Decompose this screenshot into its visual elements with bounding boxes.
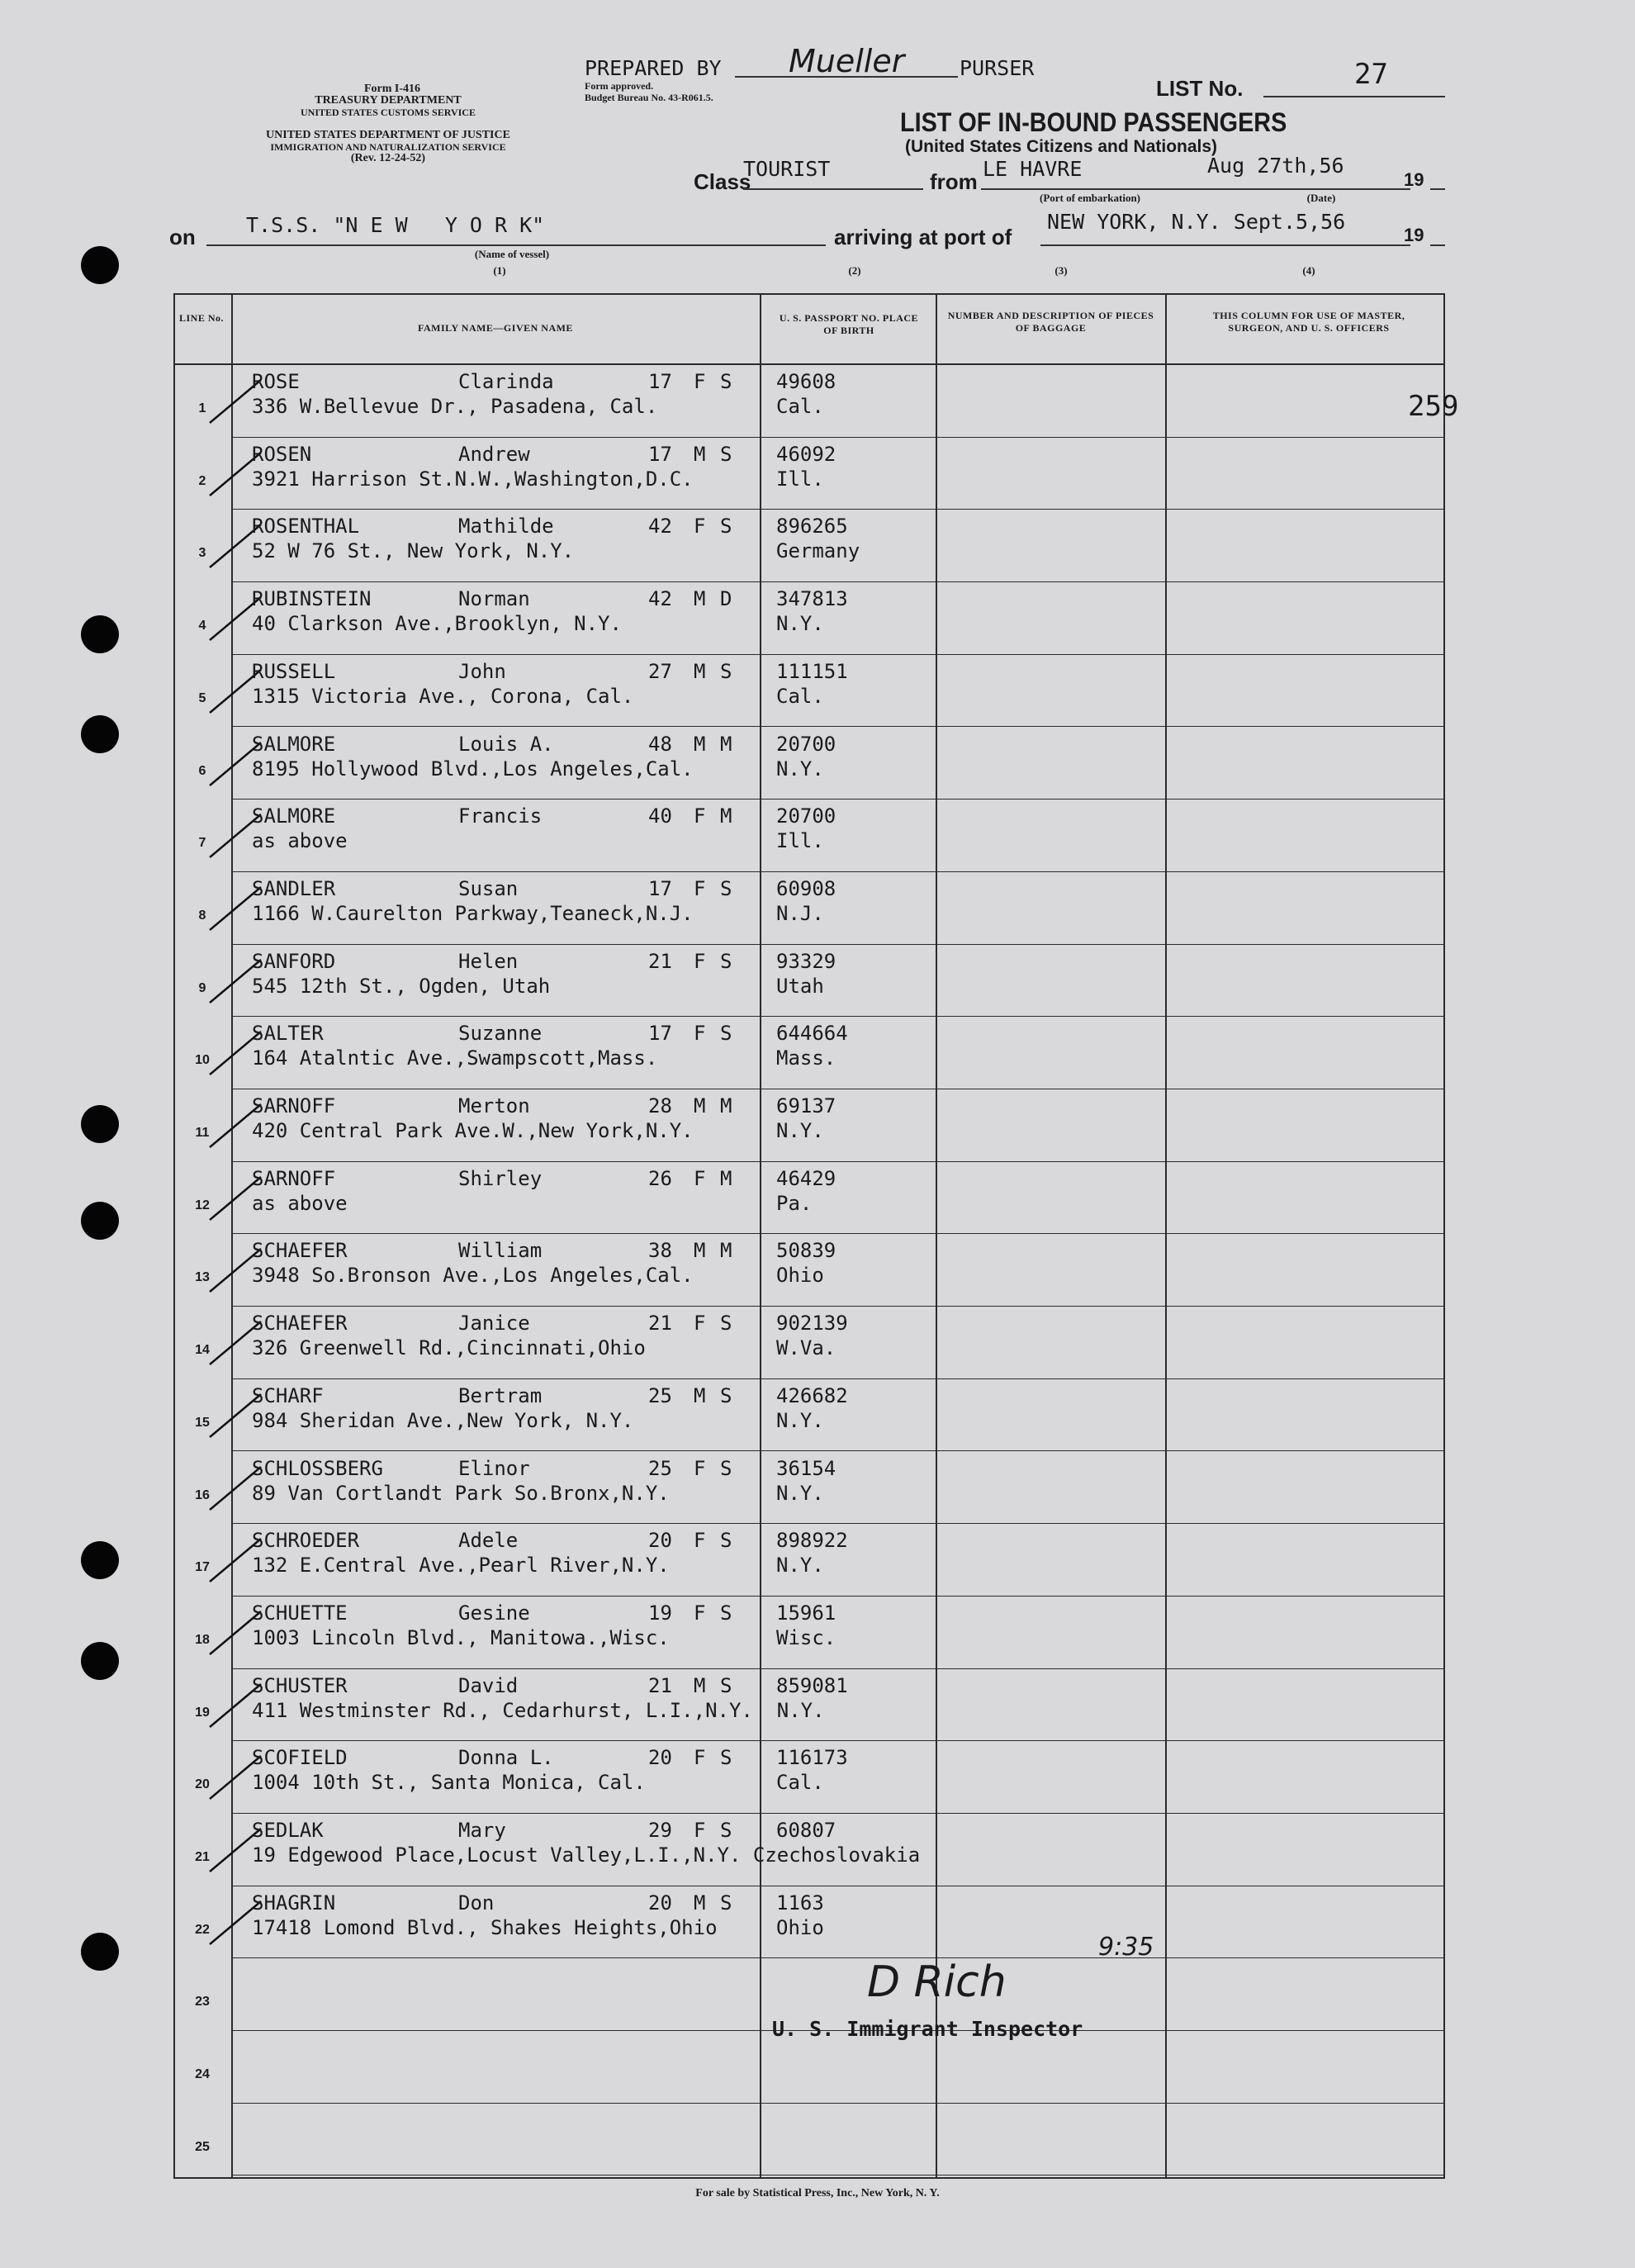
line-number: 1 (198, 401, 206, 415)
family-name: SARNOFF (252, 1094, 336, 1117)
address: 132 E.Central Ave.,Pearl River,N.Y. (252, 1554, 670, 1578)
sex: M (694, 732, 706, 756)
passport-number: 69137 (776, 1094, 836, 1117)
table-row (173, 872, 1445, 945)
col-header-officers: THIS COLUMN FOR USE OF MASTER, SURGEON, AND U. S. OFFICERS (1212, 310, 1405, 334)
given-name: Andrew (458, 442, 530, 466)
address: 1315 Victoria Ave., Corona, Cal. (252, 684, 634, 708)
address: 1166 W.Caurelton Parkway,Teaneck,N.J. (252, 901, 694, 925)
age: 17 (648, 1022, 672, 1046)
line-number: 15 (195, 1415, 210, 1430)
line-number: 23 (195, 1995, 210, 2009)
sex: F (694, 515, 706, 539)
place-of-birth: Ill. (776, 829, 824, 853)
family-name: SALMORE (252, 732, 336, 756)
address: 17418 Lomond Blvd., Shakes Heights,Ohio (252, 1915, 718, 1939)
given-name: Merton (458, 1094, 530, 1117)
sex: F (694, 370, 706, 393)
age: 21 (648, 1673, 672, 1697)
family-name: SCHLOSSBERG (252, 1456, 383, 1480)
sex: F (694, 949, 706, 973)
table-row (173, 1307, 1445, 1379)
place-of-birth: Germany (776, 539, 860, 563)
address: 19 Edgewood Place,Locust Valley,L.I.,N.Y. Czechoslovakia (252, 1843, 921, 1867)
passport-number: 644664 (776, 1022, 848, 1046)
marital-status: S (720, 1673, 732, 1697)
punch-hole-icon (81, 1202, 119, 1240)
treasury-dept: TREASURY DEPARTMENT (315, 94, 462, 107)
marital-status: S (720, 876, 732, 900)
given-name: Mary (458, 1819, 506, 1842)
line-number: 21 (195, 1850, 210, 1864)
marital-status: S (720, 1891, 732, 1915)
from-underline (981, 188, 1410, 190)
date-caption: (Date) (1306, 192, 1336, 204)
on-label: on (169, 225, 196, 249)
sex: F (694, 1312, 706, 1336)
table-row (173, 799, 1445, 872)
line-number: 11 (195, 1126, 210, 1140)
table-row (173, 438, 1445, 510)
table-bottom-border (173, 2177, 1445, 2179)
line-number: 8 (198, 908, 206, 923)
family-name: SANFORD (252, 949, 336, 973)
address: as above (252, 829, 348, 853)
marital-status: M (720, 804, 732, 828)
sex: F (694, 1529, 706, 1553)
port-caption: (Port of embarkation) (1039, 192, 1141, 204)
purser-label: PURSER (960, 56, 1035, 80)
line-number: 14 (195, 1343, 210, 1358)
sex: M (694, 1094, 706, 1117)
line-number: 18 (195, 1632, 210, 1647)
age: 20 (648, 1529, 672, 1553)
address: 411 Westminster Rd., Cedarhurst, L.I.,N.Y. N.Y. (252, 1698, 825, 1722)
line-number: 16 (195, 1487, 210, 1502)
place-of-birth: Wisc. (776, 1625, 836, 1649)
year-underline (1430, 188, 1445, 190)
address: 545 12th St., Ogden, Utah (252, 974, 551, 998)
sex: M (694, 1891, 706, 1915)
family-name: RUSSELL (252, 659, 336, 683)
table-row (173, 655, 1445, 728)
table-row (173, 510, 1445, 582)
passport-number: 49608 (776, 370, 836, 393)
sex: F (694, 1456, 706, 1480)
age: 40 (648, 804, 672, 828)
marital-status: S (720, 659, 732, 683)
given-name: Janice (458, 1312, 530, 1336)
passport-number: 36154 (776, 1456, 836, 1480)
table-top-border (173, 293, 1445, 295)
place-of-birth: N.Y. (776, 612, 824, 636)
address: 326 Greenwell Rd.,Cincinnati,Ohio (252, 1336, 646, 1360)
family-name: ROSE (252, 370, 300, 393)
prepared-by-label: PREPARED BY (585, 56, 722, 80)
revision: (Rev. 12-24-52) (350, 152, 426, 164)
table-row (173, 728, 1445, 800)
line-number: 17 (195, 1560, 210, 1575)
line-number: 24 (195, 2067, 210, 2082)
given-name: Francis (458, 804, 543, 828)
address: 984 Sheridan Ave.,New York, N.Y. (252, 1408, 634, 1432)
table-row (173, 582, 1445, 655)
sex: F (694, 1166, 706, 1190)
family-name: SCHAEFER (252, 1239, 348, 1263)
punch-hole-icon (81, 1541, 119, 1579)
given-name: Louis A. (458, 732, 554, 756)
passport-number: 15961 (776, 1601, 836, 1625)
place-of-birth: N.Y. (776, 1408, 824, 1432)
table-row (173, 1524, 1445, 1597)
justice-dept: UNITED STATES DEPARTMENT OF JUSTICE (266, 129, 510, 141)
given-name: Norman (458, 587, 530, 611)
column-ref-2: (2) (848, 264, 861, 277)
prepared-underline (735, 76, 958, 78)
line-number: 3 (198, 546, 206, 561)
given-name: John (458, 659, 506, 683)
table-row (173, 1452, 1445, 1525)
line-number: 7 (198, 836, 206, 851)
budget-bureau: Budget Bureau No. 43-R061.5. (585, 92, 713, 103)
given-name: Helen (458, 949, 519, 973)
age: 42 (648, 515, 672, 539)
officer-note: 259 (1408, 390, 1459, 423)
footer-credit: For sale by Statistical Press, Inc., New York, N. Y. (695, 2187, 940, 2199)
passport-number: 60908 (776, 876, 836, 900)
given-name: Mathilde (458, 515, 554, 539)
family-name: SCHARF (252, 1383, 324, 1407)
age: 42 (648, 587, 672, 611)
place-of-birth: Utah (776, 974, 824, 998)
given-name: Clarinda (458, 370, 554, 393)
family-name: SALTER (252, 1022, 324, 1046)
line-number: 22 (195, 1922, 210, 1937)
punch-hole-icon (81, 715, 119, 753)
place-of-birth: Cal. (776, 395, 824, 418)
marital-status: S (720, 949, 732, 973)
address: 52 W 76 St., New York, N.Y. (252, 539, 575, 563)
line-number: 13 (195, 1270, 210, 1285)
family-name: SARNOFF (252, 1166, 336, 1190)
marital-status: S (720, 1383, 732, 1407)
list-number: 27 (1354, 58, 1388, 91)
given-name: David (458, 1673, 519, 1697)
class-value: TOURIST (743, 157, 831, 181)
punch-hole-icon (81, 1642, 119, 1680)
address: 420 Central Park Ave.W.,New York,N.Y. (252, 1119, 694, 1142)
age: 17 (648, 370, 672, 393)
passport-number: 902139 (776, 1312, 848, 1336)
address: 1003 Lincoln Blvd., Manitowa.,Wisc. (252, 1625, 670, 1649)
year-label: 19 (1404, 169, 1424, 190)
age: 19 (648, 1601, 672, 1625)
place-of-birth: Ohio (776, 1915, 824, 1939)
given-name: Elinor (458, 1456, 530, 1480)
arrival-port: NEW YORK, N.Y. Sept.5,56 (1047, 210, 1346, 234)
sex: M (694, 1383, 706, 1407)
punch-hole-icon (81, 246, 119, 284)
line-number: 6 (198, 763, 206, 778)
sex: M (694, 1673, 706, 1697)
address: 8195 Hollywood Blvd.,Los Angeles,Cal. (252, 757, 694, 781)
sex: F (694, 804, 706, 828)
place-of-birth: Ohio (776, 1264, 824, 1288)
family-name: SHAGRIN (252, 1891, 336, 1915)
sex: F (694, 1022, 706, 1046)
age: 17 (648, 876, 672, 900)
place-of-birth: N.Y. (776, 1481, 824, 1505)
place-of-birth: N.Y. (776, 757, 824, 781)
passport-number: 896265 (776, 515, 848, 539)
sex: M (694, 659, 706, 683)
address: 3948 So.Bronson Ave.,Los Angeles,Cal. (252, 1264, 694, 1288)
sex: F (694, 1819, 706, 1842)
address: 40 Clarkson Ave.,Brooklyn, N.Y. (252, 612, 622, 636)
given-name: Suzanne (458, 1022, 543, 1046)
table-row (173, 1234, 1445, 1307)
marital-status: S (720, 1601, 732, 1625)
age: 17 (648, 442, 672, 466)
marital-status: S (720, 1022, 732, 1046)
passport-number: 347813 (776, 587, 848, 611)
port-of-embarkation: LE HAVRE (983, 157, 1083, 181)
place-of-birth: Cal. (776, 1771, 824, 1795)
family-name: SALMORE (252, 804, 336, 828)
list-no-label: LIST No. (1156, 76, 1244, 101)
class-underline (743, 188, 923, 190)
marital-status: S (720, 442, 732, 466)
marital-status: M (720, 1166, 732, 1190)
given-name: Susan (458, 876, 519, 900)
family-name: SCOFIELD (252, 1746, 348, 1770)
age: 29 (648, 1819, 672, 1842)
passport-number: 111151 (776, 659, 848, 683)
vessel-name: T.S.S. "N E W Y O R K" (246, 213, 545, 237)
embark-date: Aug 27th,56 (1207, 154, 1344, 178)
inspection-time: 9:35 (1098, 1933, 1154, 1962)
col-header-line: LINE No. (178, 312, 224, 324)
marital-status: D (720, 587, 732, 611)
marital-status: S (720, 1312, 732, 1336)
col-header-baggage: NUMBER AND DESCRIPTION OF PIECES OF BAGGAGE (947, 310, 1154, 334)
vessel-caption: (Name of vessel) (474, 248, 550, 260)
given-name: Don (458, 1891, 495, 1915)
marital-status: S (720, 1746, 732, 1770)
punch-hole-icon (81, 1933, 119, 1971)
table-row (173, 1017, 1445, 1089)
customs-service: UNITED STATES CUSTOMS SERVICE (301, 107, 476, 118)
form-title: LIST OF IN-BOUND PASSENGERS (900, 107, 1287, 137)
year-label-2: 19 (1404, 225, 1424, 245)
year-underline-2 (1430, 244, 1445, 246)
table-row (173, 1379, 1445, 1452)
purser-signature: Mueller (789, 43, 905, 79)
passport-number: 898922 (776, 1529, 848, 1553)
passport-number: 1163 (776, 1891, 824, 1915)
vessel-underline (206, 244, 826, 246)
passport-number: 20700 (776, 804, 836, 828)
sex: M (694, 1239, 706, 1263)
line-number: 2 (198, 473, 206, 488)
age: 25 (648, 1383, 672, 1407)
family-name: SANDLER (252, 876, 336, 900)
address: as above (252, 1191, 348, 1215)
family-name: SCHUSTER (252, 1673, 348, 1697)
place-of-birth: Cal. (776, 684, 824, 708)
marital-status: S (720, 1529, 732, 1553)
passport-number: 93329 (776, 949, 836, 973)
given-name: Adele (458, 1529, 519, 1553)
column-ref-4: (4) (1302, 264, 1315, 277)
family-name: SCHUETTE (252, 1601, 348, 1625)
table-row (173, 2031, 1445, 2104)
marital-status: M (720, 1239, 732, 1263)
age: 21 (648, 1312, 672, 1336)
marital-status: S (720, 515, 732, 539)
from-label: from (930, 169, 978, 194)
family-name: SCHAEFER (252, 1312, 348, 1336)
class-label: Class (694, 169, 751, 194)
passport-number: 46429 (776, 1166, 836, 1190)
table-row (173, 1814, 1445, 1886)
age: 25 (648, 1456, 672, 1480)
inspector-title: U. S. Immigrant Inspector (772, 2017, 1083, 2041)
col-header-passport: U. S. PASSPORT NO. PLACE OF BIRTH (779, 312, 919, 336)
passport-number: 859081 (776, 1673, 848, 1697)
family-name: RUBINSTEIN (252, 587, 372, 611)
table-row (173, 365, 1445, 438)
inspector-signature: D Rich (867, 1957, 1007, 2007)
table-row (173, 1741, 1445, 1814)
given-name: Shirley (458, 1166, 543, 1190)
marital-status: M (720, 1094, 732, 1117)
table-row (173, 1886, 1445, 1959)
place-of-birth: N.Y. (776, 1554, 824, 1578)
punch-hole-icon (81, 1105, 119, 1143)
family-name: ROSENTHAL (252, 515, 360, 539)
address: 1004 10th St., Santa Monica, Cal. (252, 1771, 646, 1795)
address: 164 Atalntic Ave.,Swampscott,Mass. (252, 1046, 658, 1070)
table-row (173, 945, 1445, 1018)
age: 27 (648, 659, 672, 683)
column-ref-1: (1) (493, 264, 506, 277)
place-of-birth: Ill. (776, 467, 824, 491)
form-approved: Form approved. (585, 80, 654, 92)
form-subtitle: (United States Citizens and Nationals) (905, 137, 1218, 156)
place-of-birth: W.Va. (776, 1336, 836, 1360)
sex: F (694, 1601, 706, 1625)
table-row (173, 1669, 1445, 1742)
list-underline (1263, 96, 1445, 97)
marital-status: S (720, 370, 732, 393)
marital-status: S (720, 1819, 732, 1842)
passport-number: 60807 (776, 1819, 836, 1842)
sex: M (694, 587, 706, 611)
line-number: 10 (195, 1053, 210, 1068)
place-of-birth: N.Y. (776, 1119, 824, 1142)
marital-status: S (720, 1456, 732, 1480)
passport-number: 20700 (776, 732, 836, 756)
table-row (173, 2104, 1445, 2176)
given-name: Donna L. (458, 1746, 554, 1770)
punch-hole-icon (81, 615, 119, 653)
age: 28 (648, 1094, 672, 1117)
table-row (173, 1162, 1445, 1235)
sex: F (694, 1746, 706, 1770)
sex: F (694, 876, 706, 900)
marital-status: M (720, 732, 732, 756)
arrival-underline (1040, 244, 1410, 246)
form-number: Form I-416 (363, 83, 421, 95)
family-name: SEDLAK (252, 1819, 324, 1842)
table-row (173, 1089, 1445, 1162)
passport-number: 426682 (776, 1383, 848, 1407)
place-of-birth: N.J. (776, 901, 824, 925)
table-row (173, 1597, 1445, 1669)
passport-number: 50839 (776, 1239, 836, 1263)
age: 48 (648, 732, 672, 756)
col-header-name: FAMILY NAME—GIVEN NAME (418, 322, 573, 334)
passport-number: 116173 (776, 1746, 848, 1770)
address: 3921 Harrison St.N.W.,Washington,D.C. (252, 467, 694, 491)
given-name: William (458, 1239, 543, 1263)
column-ref-3: (3) (1054, 264, 1068, 277)
passport-number: 46092 (776, 442, 836, 466)
line-number: 20 (195, 1777, 210, 1792)
age: 20 (648, 1746, 672, 1770)
line-number: 4 (198, 619, 206, 633)
line-number: 5 (198, 690, 206, 705)
family-name: ROSEN (252, 442, 312, 466)
line-number: 25 (195, 2139, 210, 2154)
age: 26 (648, 1166, 672, 1190)
place-of-birth: Mass. (776, 1046, 836, 1070)
line-number: 12 (195, 1198, 210, 1212)
line-number: 9 (198, 980, 206, 995)
family-name: SCHROEDER (252, 1529, 360, 1553)
arriving-label: arriving at port of (834, 225, 1012, 249)
line-number: 19 (195, 1705, 210, 1720)
age: 20 (648, 1891, 672, 1915)
age: 38 (648, 1239, 672, 1263)
ins-service: IMMIGRATION AND NATURALIZATION SERVICE (270, 141, 506, 153)
age: 21 (648, 949, 672, 973)
address: 89 Van Cortlandt Park So.Bronx,N.Y. (252, 1481, 670, 1505)
place-of-birth: Pa. (776, 1191, 813, 1215)
address: 336 W.Bellevue Dr., Pasadena, Cal. (252, 395, 658, 418)
sex: M (694, 442, 706, 466)
given-name: Bertram (458, 1383, 543, 1407)
given-name: Gesine (458, 1601, 530, 1625)
